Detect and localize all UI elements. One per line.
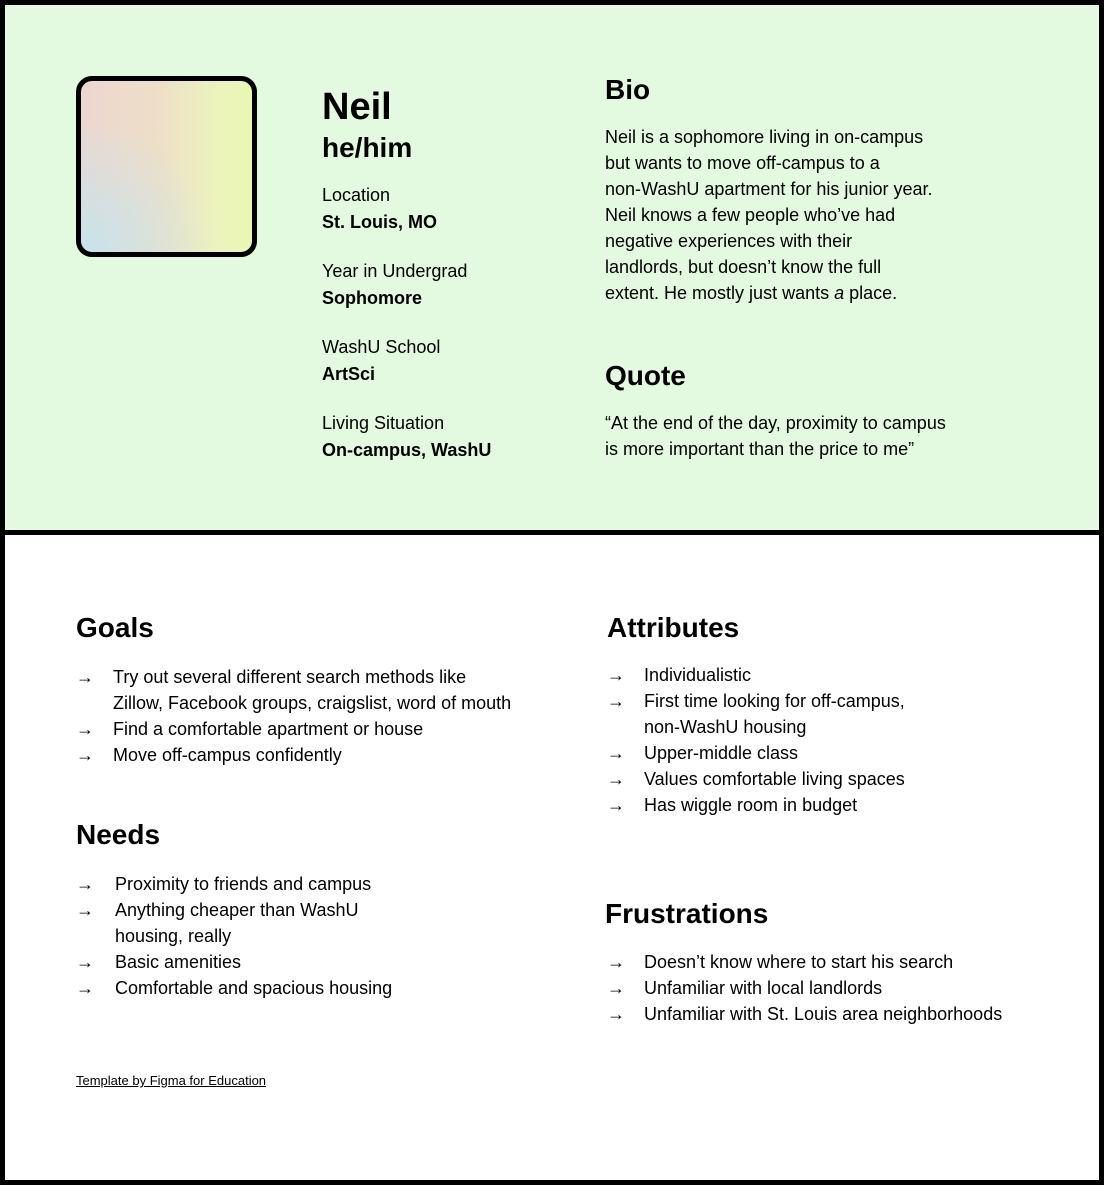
- bio-text: Neil is a sophomore living in on-campus but wants to move off-campus to a non-WashU apartment for his junior year. Neil knows a few people who’ve had negative experiences with their landlords, but doesn’t know the full extent. He mostly just wants a place.: [605, 127, 933, 303]
- frustrations-heading: Frustrations: [605, 898, 769, 929]
- arrow-right-icon: →: [76, 952, 94, 972]
- list-item: → Move off-campus confidently: [76, 742, 511, 768]
- arrow-right-icon: →: [607, 952, 625, 972]
- list-item: → Basic amenities: [76, 949, 392, 975]
- living-situation-value: On-campus, WashU: [322, 440, 492, 460]
- list-item: → Comfortable and spacious housing: [76, 975, 392, 1001]
- arrow-right-icon: →: [76, 900, 94, 920]
- year-label: Year in Undergrad: [322, 261, 468, 281]
- persona-pronouns: he/him: [322, 132, 413, 163]
- arrow-right-icon: →: [607, 978, 625, 998]
- quote-heading: Quote: [605, 360, 686, 391]
- goals-heading: Goals: [76, 612, 154, 643]
- persona-name: Neil: [322, 86, 392, 128]
- bio-heading: Bio: [605, 74, 651, 105]
- school-label: WashU School: [322, 337, 441, 357]
- list-item: → Values comfortable living spaces: [607, 766, 905, 792]
- list-item: → Find a comfortable apartment or house: [76, 716, 511, 742]
- needs-list: [76, 871, 392, 1001]
- arrow-right-icon: →: [607, 691, 625, 711]
- arrow-right-icon: →: [76, 667, 94, 687]
- attributes-heading: Attributes: [607, 612, 740, 643]
- list-item: → Unfamiliar with local landlords: [607, 975, 1002, 1001]
- arrow-right-icon: →: [607, 769, 625, 789]
- arrow-right-icon: →: [76, 978, 94, 998]
- attributes-list: [607, 662, 905, 818]
- list-item: → Proximity to friends and campus: [76, 871, 392, 897]
- year-value: Sophomore: [322, 288, 423, 308]
- frustrations-list: [607, 949, 1002, 1027]
- quote-text: “At the end of the day, proximity to campus is more important than the price to me”: [605, 413, 946, 459]
- school-value: ArtSci: [322, 364, 376, 384]
- list-item: → Doesn’t know where to start his search: [607, 949, 1002, 975]
- profile-section: [5, 5, 1099, 535]
- list-item: → Upper-middle class: [607, 740, 905, 766]
- list-item: → First time looking for off-campus, non-WashU housing: [607, 688, 905, 740]
- arrow-right-icon: →: [607, 1004, 625, 1024]
- arrow-right-icon: →: [76, 874, 94, 894]
- arrow-right-icon: →: [607, 743, 625, 763]
- arrow-right-icon: →: [607, 665, 625, 685]
- arrow-right-icon: →: [76, 719, 94, 739]
- template-credit-link[interactable]: Template by Figma for Education: [76, 1073, 267, 1088]
- goals-list: [76, 664, 511, 768]
- needs-heading: Needs: [76, 819, 161, 850]
- list-item: → Unfamiliar with St. Louis area neighborhoods: [607, 1001, 1002, 1027]
- arrow-right-icon: →: [76, 745, 94, 765]
- avatar-image: [76, 76, 257, 257]
- arrow-right-icon: →: [607, 795, 625, 815]
- list-item: → Individualistic: [607, 662, 905, 688]
- living-situation-label: Living Situation: [322, 413, 445, 433]
- location-value: St. Louis, MO: [322, 212, 437, 232]
- list-item: → Try out several different search methods like Zillow, Facebook groups, craigslist, word of mouth: [76, 664, 511, 716]
- location-label: Location: [322, 185, 391, 205]
- list-item: → Has wiggle room in budget: [607, 792, 905, 818]
- list-item: → Anything cheaper than WashU housing, really: [76, 897, 392, 949]
